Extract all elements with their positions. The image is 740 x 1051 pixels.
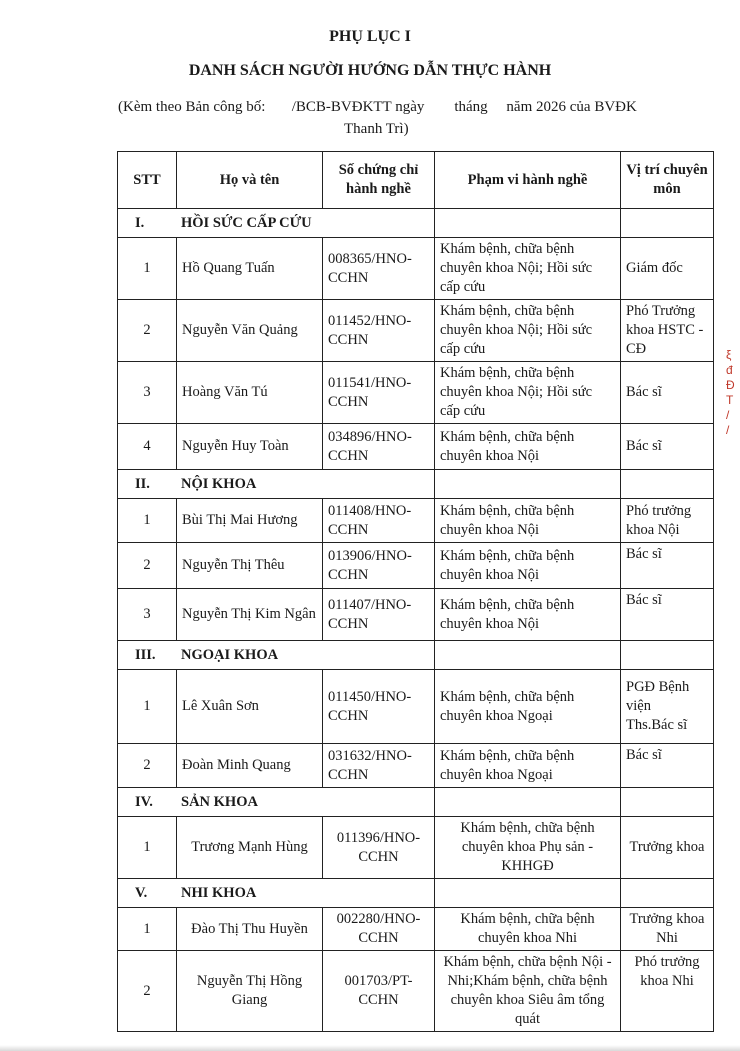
cell-scope: Khám bệnh, chữa bệnh chuyên khoa Phụ sản - KHHGĐ: [435, 817, 621, 879]
instructor-table: [117, 151, 714, 1032]
section-title: I. HỒI SỨC CẤP CỨU: [118, 209, 435, 238]
page-edge: [0, 1045, 740, 1051]
column-header-scope: Phạm vi hành nghề: [435, 152, 621, 209]
cell-scope: Khám bệnh, chữa bệnh chuyên khoa Nội; Hồi sức cấp cứu: [435, 362, 621, 424]
cell-name: Bùi Thị Mai Hương: [177, 499, 323, 543]
cell-stt: 2: [118, 951, 177, 1032]
cell-cert: 013906/HNO-CCHN: [323, 543, 435, 589]
table-row: [118, 499, 714, 543]
section-row: [118, 879, 714, 908]
cell-position: Bác sĩ: [621, 543, 714, 589]
section-row: [118, 641, 714, 670]
cell-cert: 001703/PT-CCHN: [323, 951, 435, 1032]
cell-cert: 011450/HNO-CCHN: [323, 670, 435, 744]
cell-stt: 1: [118, 499, 177, 543]
column-header-stt: STT: [118, 152, 177, 209]
table-row: [118, 951, 714, 1032]
cell-position: Trưởng khoa Nhi: [621, 908, 714, 951]
document-subtitle: [118, 96, 678, 140]
cell-cert: 011396/HNO-CCHN: [323, 817, 435, 879]
cell-cert: 011407/HNO-CCHN: [323, 589, 435, 641]
cell-stt: 3: [118, 362, 177, 424]
cell-scope: Khám bệnh, chữa bệnh chuyên khoa Ngoại: [435, 744, 621, 788]
cell-name: Nguyễn Thị Kim Ngân: [177, 589, 323, 641]
table-row: [118, 817, 714, 879]
cell-scope: Khám bệnh, chữa bệnh chuyên khoa Ngoại: [435, 670, 621, 744]
cell-stt: 3: [118, 589, 177, 641]
cell-stt: 4: [118, 424, 177, 470]
cell-scope: Khám bệnh, chữa bệnh chuyên khoa Nội: [435, 424, 621, 470]
table-row: [118, 362, 714, 424]
cell-stt: 2: [118, 300, 177, 362]
cell-name: Trương Mạnh Hùng: [177, 817, 323, 879]
cell-stt: 1: [118, 817, 177, 879]
cell-scope: Khám bệnh, chữa bệnh chuyên khoa Nội; Hồi sức cấp cứu: [435, 238, 621, 300]
table-row: [118, 238, 714, 300]
cell-scope: Khám bệnh, chữa bệnh chuyên khoa Nội; Hồi sức cấp cứu: [435, 300, 621, 362]
cell-position: Bác sĩ: [621, 744, 714, 788]
column-header-position: Vị trí chuyên môn: [621, 152, 714, 209]
cell-name: Nguyễn Thị Thêu: [177, 543, 323, 589]
cell-scope: Khám bệnh, chữa bệnh chuyên khoa Nội: [435, 499, 621, 543]
cell-stt: 1: [118, 238, 177, 300]
cell-cert: 011408/HNO-CCHN: [323, 499, 435, 543]
column-header-name: Họ và tên: [177, 152, 323, 209]
section-title: IV. SẢN KHOA: [118, 788, 435, 817]
subtitle-line-2: Thanh Trì): [344, 121, 409, 137]
cell-name: Nguyễn Huy Toàn: [177, 424, 323, 470]
cell-name: Hồ Quang Tuấn: [177, 238, 323, 300]
table-row: [118, 908, 714, 951]
section-title: II. NỘI KHOA: [118, 470, 435, 499]
cell-scope: Khám bệnh, chữa bệnh chuyên khoa Nhi: [435, 908, 621, 951]
cell-scope: Khám bệnh, chữa bệnh chuyên khoa Nội: [435, 543, 621, 589]
cell-scope: Khám bệnh, chữa bệnh Nội - Nhi;Khám bệnh, chữa bệnh chuyên khoa Siêu âm tổng quát: [435, 951, 621, 1032]
cell-position: Phó trưởng khoa Nội: [621, 499, 714, 543]
cell-cert: 011452/HNO-CCHN: [323, 300, 435, 362]
cell-stt: 1: [118, 908, 177, 951]
table-row: [118, 543, 714, 589]
section-row: [118, 788, 714, 817]
position-line-1: PGĐ Bệnh viện: [626, 679, 690, 714]
column-header-cert: Số chứng chỉ hành nghề: [323, 152, 435, 209]
table-row: [118, 589, 714, 641]
table-header-row: [118, 152, 714, 209]
cell-cert: 011541/HNO-CCHN: [323, 362, 435, 424]
section-title: V. NHI KHOA: [118, 879, 435, 908]
cell-name: Đào Thị Thu Huyền: [177, 908, 323, 951]
cell-position: Trưởng khoa: [621, 817, 714, 879]
appendix-heading: PHỤ LỤC I: [329, 28, 411, 45]
cell-name: Đoàn Minh Quang: [177, 744, 323, 788]
cell-cert: 002280/HNO-CCHN: [323, 908, 435, 951]
cell-cert: 034896/HNO-CCHN: [323, 424, 435, 470]
cell-stt: 1: [118, 670, 177, 744]
cell-position: Giám đốc: [621, 238, 714, 300]
section-title: III. NGOẠI KHOA: [118, 641, 435, 670]
cell-position: Bác sĩ: [621, 589, 714, 641]
cell-name: Lê Xuân Sơn: [177, 670, 323, 744]
cell-cert: 008365/HNO-CCHN: [323, 238, 435, 300]
cell-scope: Khám bệnh, chữa bệnh chuyên khoa Nội: [435, 589, 621, 641]
cell-name: Nguyễn Văn Quảng: [177, 300, 323, 362]
cell-position: Phó Trưởng khoa HSTC - CĐ: [621, 300, 714, 362]
table-row: [118, 744, 714, 788]
cell-name: Hoàng Văn Tú: [177, 362, 323, 424]
cell-position: Phó trưởng khoa Nhi: [621, 951, 714, 1032]
section-row: [118, 209, 714, 238]
cell-stt: 2: [118, 543, 177, 589]
document-title: DANH SÁCH NGƯỜI HƯỚNG DẪN THỰC HÀNH: [188, 62, 552, 79]
cell-stt: 2: [118, 744, 177, 788]
cell-position: Bác sĩ: [621, 424, 714, 470]
cell-position: Bác sĩ: [621, 362, 714, 424]
cell-cert: 031632/HNO-CCHN: [323, 744, 435, 788]
table-row: [118, 670, 714, 744]
cell-position: [621, 670, 714, 744]
table-row: [118, 424, 714, 470]
table-row: [118, 300, 714, 362]
cell-name: Nguyễn Thị Hồng Giang: [177, 951, 323, 1032]
position-line-2: Ths.Bác sĩ: [626, 717, 688, 733]
red-stamp-mark: ξ đ Đ T / /: [726, 348, 735, 437]
subtitle-line-1: (Kèm theo Bản công bố: /BCB-BVĐKTT ngày tháng năm 2026 của BVĐK: [118, 99, 637, 115]
section-row: [118, 470, 714, 499]
